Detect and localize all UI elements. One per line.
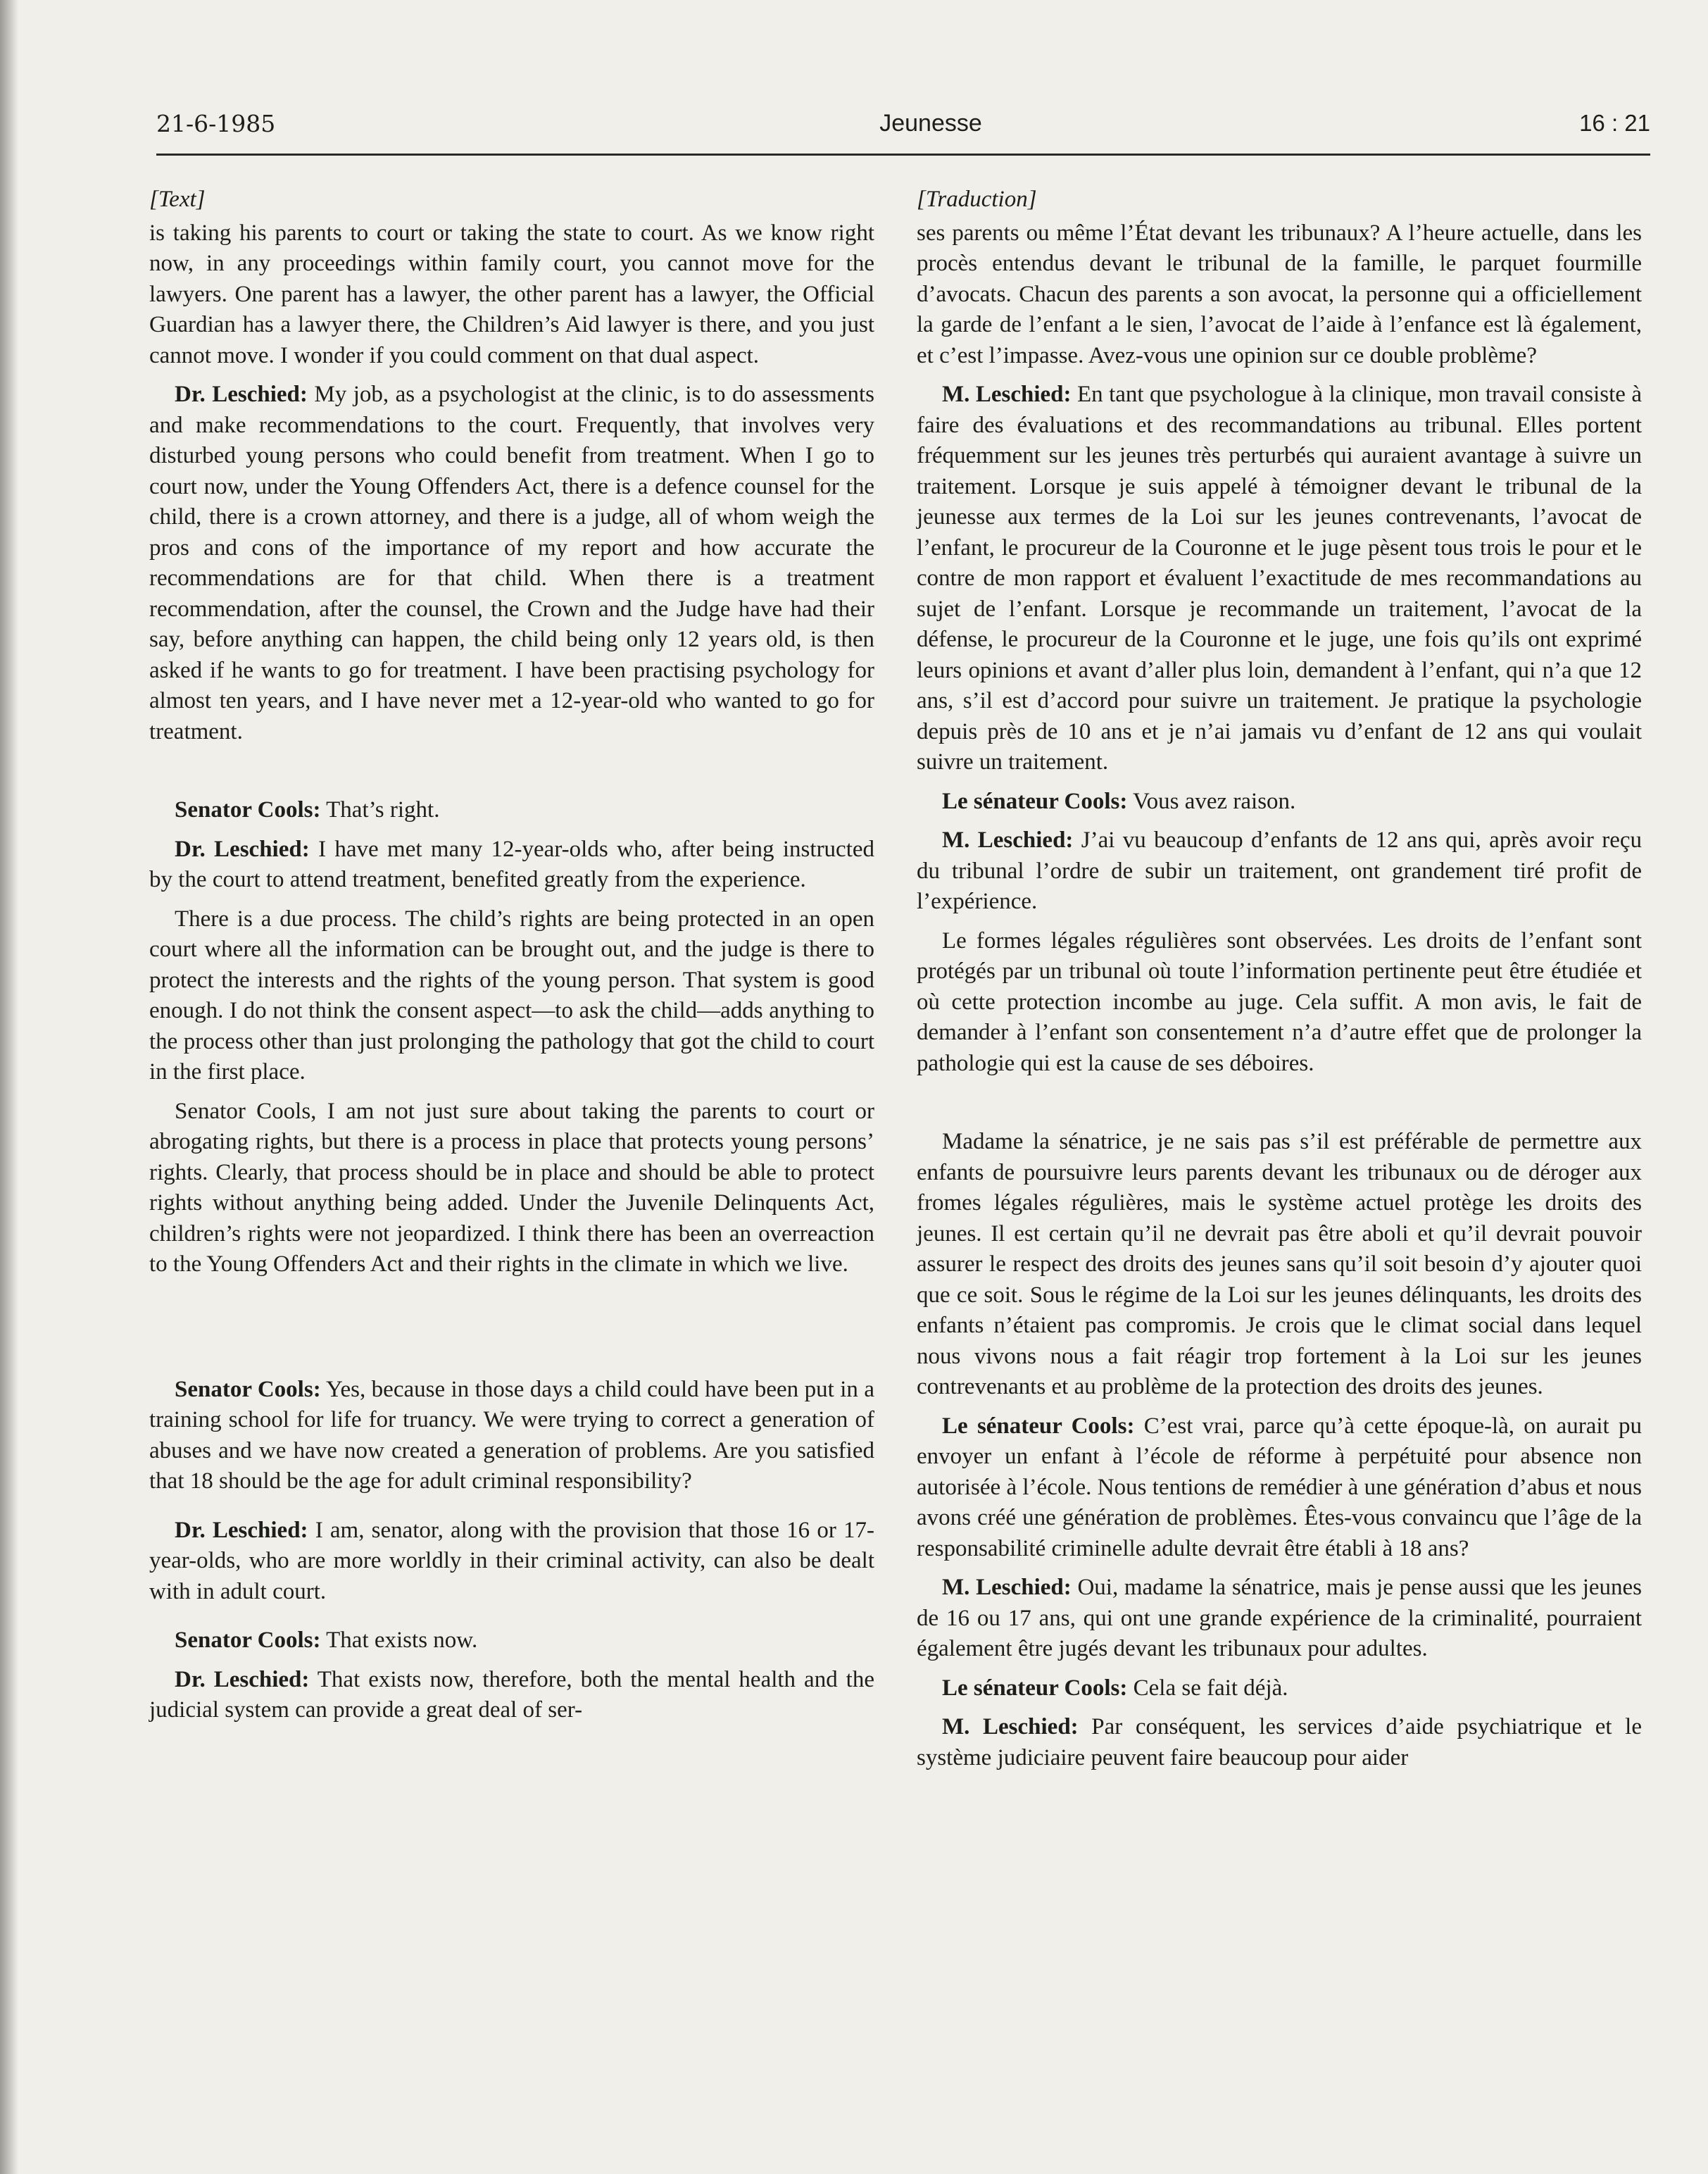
fr-paragraph-8: M. Leschied: Oui, madame la sénatrice, mais je pense aussi que les jeunes de 16 ou 17 ans, qui ont une grande expérience de la criminalité, pourraient également être jugés devant les tribunaux pour adultes. <box>917 1575 1642 1661</box>
speaker-name: Dr. Leschied: <box>175 382 308 407</box>
header-page-number: 16 : 21 <box>1579 110 1650 136</box>
speaker-name: Dr. Leschied: <box>175 1666 310 1692</box>
speaker-name: M. Leschied: <box>942 1575 1072 1600</box>
fr-paragraph-3: Le sénateur Cools: Vous avez raison. <box>942 788 1296 814</box>
page-header <box>156 110 1650 155</box>
speaker-name: Senator Cools: <box>175 1628 321 1653</box>
page-binding-shadow <box>0 0 18 2174</box>
en-paragraph-8: Dr. Leschied: I am, senator, along with the provision that those 16 or 17-year-olds, who are more worldly in their criminal activity, can also be dealt with in adult court. <box>149 1517 875 1604</box>
en-paragraph-5: There is a due process. The child’s rights are being protected in an open court where all the information can be brought out, and the judge is there to protect the interests and the rights of the young person. That system is good enough. I do not think the consent aspect—to ask the child—adds anything to the process other than just prolonging the pathology that got the child to court in the first place. <box>149 906 874 1085</box>
french-column <box>917 185 1642 1782</box>
fr-paragraph-1: ses parents ou même l’État devant les tribunaux? A l’heure actuelle, dans les procès entendus devant le tribunal de la famille, le parquet fourmille d’avocats. Chacun des parents a son avocat, la personne qui a officiellement la garde de l’enfant a le sien, l’avocat de l’aide à l’enfance est là également, et c’est l’impasse. Avez-vous une opinion sur ce double problème? <box>917 220 1642 368</box>
en-paragraph-9: Senator Cools: That exists now. <box>175 1628 478 1653</box>
en-paragraph-1: is taking his parents to court or taking the state to court. As we know right now, in any proceedings within family court, you cannot move for the lawyers. One parent has a lawyer, the other parent has a lawyer, the Official Guardian has a lawyer there, the Children’s Aid lawyer is there, and you just cannot move. I wonder if you could comment on that dual aspect. <box>149 220 874 368</box>
speaker-name: Le sénateur Cools: <box>942 788 1128 814</box>
en-paragraph-6: Senator Cools, I am not just sure about taking the parents to court or abrogating rights, but there is a process in place that protects young persons’ rights. Clearly, that process should be in place and should be able to protect rights without anything being added. Under the Juvenile Delinquents Act, children’s rights were not jeopardized. I think there has been an overreaction to the Young Offenders Act and their rights in the climate in which we live. <box>149 1098 874 1277</box>
header-date: 21-6-1985 <box>156 110 276 137</box>
fr-paragraph-2: M. Leschied: En tant que psychologue à la clinique, mon travail consiste à faire des évaluations et des recommandations au tribunal. Elles portent fréquemment sur les jeunes très perturbés qui auraient avantage à suivre un traitement. Lorsque je suis appelé à témoigner devant le tribunal de la jeunesse aux termes de la Loi sur les jeunes contrevenants, l’avocat de l’enfant, le procureur de la Couronne et le juge pèsent tous trois le pour et le contre de mon rapport et évaluent l’exactitude de mes recommandations au sujet de l’enfant. Lorsque je recommande un traitement, l’avocat de la défense, le procureur de la Couronne et le juge, une fois qu’ils ont exprimé leurs opinions et avant d’aller plus loin, demandent à l’enfant, qui n’a que 12 ans, s’il est d’accord pour suivre un traitement. Je pratique la psychologie depuis près de 10 ans et je n’ai jamais vu d’enfant de 12 ans qui voulait suivre un traitement. <box>917 382 1642 775</box>
fr-paragraph-4: M. Leschied: J’ai vu beaucoup d’enfants de 12 ans qui, après avoir reçu du tribunal l’ordre de subir un traitement, ont grandement tiré profit de l’expérience. <box>917 827 1643 914</box>
en-paragraph-10: Dr. Leschied: That exists now, therefore, both the mental health and the judicial system can provide a great deal of ser- <box>149 1666 874 1723</box>
speaker-name: M. Leschied: <box>942 1714 1079 1739</box>
english-label: [Text] <box>149 187 206 212</box>
english-column <box>149 185 874 1735</box>
speaker-name: Senator Cools: <box>175 1376 321 1402</box>
speaker-name: Le sénateur Cools: <box>942 1413 1135 1439</box>
fr-paragraph-7: Le sénateur Cools: C’est vrai, parce qu’à cette époque-là, on aurait pu envoyer un enfant à l’école de réforme à perpétuité pour absence non autorisée à l’école. Nous tentions de remédier à une génération d’abus et nous avons créé une génération de problèmes. Êtes-vous convaincu que l’âge de la responsabilité criminelle adulte devrait être établi à 18 ans? <box>917 1413 1642 1561</box>
fr-paragraph-5: Le formes légales régulières sont observées. Les droits de l’enfant sont protégés par un tribunal où toute l’information pertinente peut être étudiée et où cette protection incombe au juge. Cela suffit. A mon avis, le fait de demander à l’enfant son consentement n’a d’autre effet que de prolonger la pathologie qui est la cause de ses déboires. <box>917 927 1642 1076</box>
speaker-name: Le sénateur Cools: <box>942 1675 1128 1701</box>
speaker-name: Senator Cools: <box>175 797 321 823</box>
header-title: Jeunesse <box>879 110 982 137</box>
speaker-name: Dr. Leschied: <box>175 836 310 862</box>
en-paragraph-2: Dr. Leschied: My job, as a psychologist at the clinic, is to do assessments and make recommendations to the court. Frequently, that involves very disturbed young persons who could benefit from treatment. When I go to court now, under the Young Offenders Act, there is a defence counsel for the child, there is a crown attorney, and there is a judge, all of whom weigh the pros and cons of the importance of my report and how accurate the recommendations are for that child. When there is a treatment recommendation, after the counsel, the Crown and the Judge have had their say, before anything can happen, the child being only 12 years old, is then asked if he wants to go for treatment. I have been practising psychology for almost ten years, and I have never met a 12-year-old who wanted to go for treatment. <box>149 382 875 744</box>
fr-paragraph-10: M. Leschied: Par conséquent, les services d’aide psychiatrique et le système judiciaire peuvent faire beaucoup pour aider <box>917 1714 1643 1770</box>
speaker-name: M. Leschied: <box>942 382 1072 407</box>
en-paragraph-3: Senator Cools: That’s right. <box>175 797 440 823</box>
fr-paragraph-9: Le sénateur Cools: Cela se fait déjà. <box>942 1675 1288 1701</box>
speaker-name: Dr. Leschied: <box>175 1517 308 1543</box>
french-label: [Traduction] <box>917 187 1037 212</box>
speaker-name: M. Leschied: <box>942 827 1074 853</box>
en-paragraph-4: Dr. Leschied: I have met many 12-year-olds who, after being instructed by the court to attend treatment, benefited greatly from the experience. <box>149 836 875 892</box>
en-paragraph-7: Senator Cools: Yes, because in those days a child could have been put in a training school for life for truancy. We were trying to correct a generation of abuses and we have now created a generation of problems. Are you satisfied that 18 should be the age for adult criminal responsibility? <box>149 1376 874 1494</box>
header-rule <box>156 154 1650 156</box>
fr-paragraph-6: Madame la sénatrice, je ne sais pas s’il est préférable de permettre aux enfants de poursuivre leurs parents devant les tribunaux ou de déroger aux fromes légales régulières, mais le système actuel protège les droits des jeunes. Il est certain qu’il ne devrait pas être aboli et qu’il devrait pouvoir assurer le respect des droits des jeunes sans qu’il soit besoin d’y ajouter quoi que ce soit. Sous le régime de la Loi sur les jeunes délinquants, les droits des enfants n’étaient pas compromis. Je crois que le climat social dans lequel nous vivons nous a fait réagir trop fortement à la Loi sur les jeunes contrevenants et au problème de la protection des droits des jeunes. <box>917 1129 1642 1399</box>
